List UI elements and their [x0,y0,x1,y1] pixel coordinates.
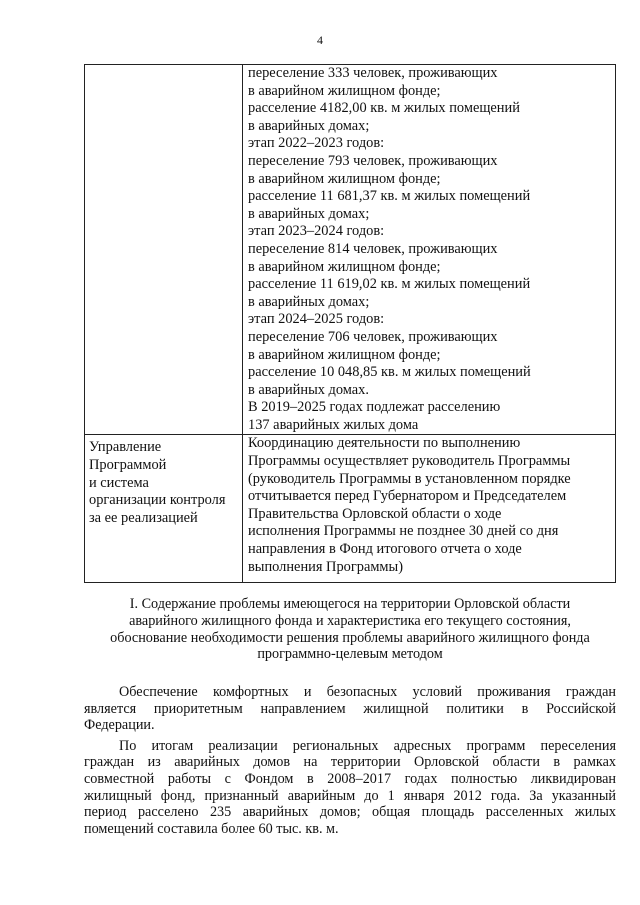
table-row [85,65,616,435]
paragraph-line: период расселено 235 аварийных домов; общая площадь расселенных жилых [84,804,616,821]
body-text [84,684,616,841]
heading-line: I. Содержание проблемы имеющегося на территории Орловской области [129,596,571,612]
value-line: переселение 793 человек, проживающих [248,152,498,169]
value-line: в аварийных домах; [248,117,370,134]
heading-line: программно-целевым методом [257,646,443,663]
paragraph-line: помещений составила более 60 тыс. кв. м. [84,820,339,837]
paragraph [84,738,616,838]
paragraph-line: граждан из аварийных домов на территории Орловской области в рамках [84,754,616,771]
label-line: организации контроля [89,492,226,509]
value-line: расселение 10 048,85 кв. м жилых помещений [248,364,531,381]
row-value-cell [243,65,616,435]
value-line: этап 2023–2024 годов: [248,223,385,240]
row-value-cell [243,435,616,583]
value-line: В 2019–2025 годах подлежат расселению [248,399,501,416]
paragraph [84,684,616,734]
value-line: этап 2022–2023 годов: [248,135,385,152]
value-line: в аварийных домах; [248,293,370,310]
value-line: в аварийных домах. [248,381,369,398]
value-line: отчитывается перед Губернатором и Председателем [248,488,567,505]
paragraph-line: По итогам реализации региональных адресных программ переселения [119,737,616,754]
paragraph-line: является приоритетным направлением жилищной политики в Российской [84,700,616,717]
value-line: переселение 706 человек, проживающих [248,328,498,345]
value-line: исполнения Программы не позднее 30 дней со дня [248,523,559,540]
label-line: за ее реализацией [89,509,198,526]
row-label-cell [85,65,243,435]
value-line: переселение 333 человек, проживающих [248,65,498,81]
value-line: в аварийном жилищном фонде; [248,346,441,363]
value-line: в аварийном жилищном фонде; [248,258,441,275]
value-line: расселение 11 619,02 кв. м жилых помещений [248,276,531,293]
value-line: (руководитель Программы в установленном порядке [248,470,571,487]
paragraph-line: совместной работы с Фондом в 2008–2017 годах полностью ликвидирован [84,770,616,787]
value-line: Координацию деятельности по выполнению [248,435,521,452]
heading-line: аварийного жилищного фонда и характеристика его текущего состояния, [129,612,571,629]
label-line: и система [89,474,149,491]
heading-line: обоснование необходимости решения проблемы аварийного жилищного фонда [110,629,590,646]
row-label-cell [85,435,243,583]
table-row [85,435,616,583]
value-line: 137 аварийных жилых дома [248,416,419,433]
page-number: 4 [317,33,323,47]
value-line: выполнения Программы) [248,558,404,575]
value-line: направления в Фонд итогового отчета о ходе [248,541,522,558]
value-line: расселение 4182,00 кв. м жилых помещений [248,100,520,117]
program-passport-table [84,64,616,583]
value-line: Правительства Орловской области о ходе [248,505,502,522]
paragraph-line: Обеспечение комфортных и безопасных условий проживания граждан [119,684,616,700]
value-line: в аварийном жилищном фонде; [248,170,441,187]
value-line: переселение 814 человек, проживающих [248,240,498,257]
value-line: в аварийных домах; [248,205,370,222]
label-line: Программой [89,457,167,474]
value-line: Программы осуществляет руководитель Программы [248,453,571,470]
value-line: в аварийном жилищном фонде; [248,82,441,99]
label-line: Управление [89,439,162,456]
value-line: расселение 11 681,37 кв. м жилых помещений [248,188,531,205]
section-heading [84,596,616,663]
paragraph-line: Федерации. [84,717,155,734]
value-line: этап 2024–2025 годов: [248,311,385,328]
paragraph-line: жилищный фонд, признанный аварийным до 1 января 2012 года. За указанный [84,787,616,804]
